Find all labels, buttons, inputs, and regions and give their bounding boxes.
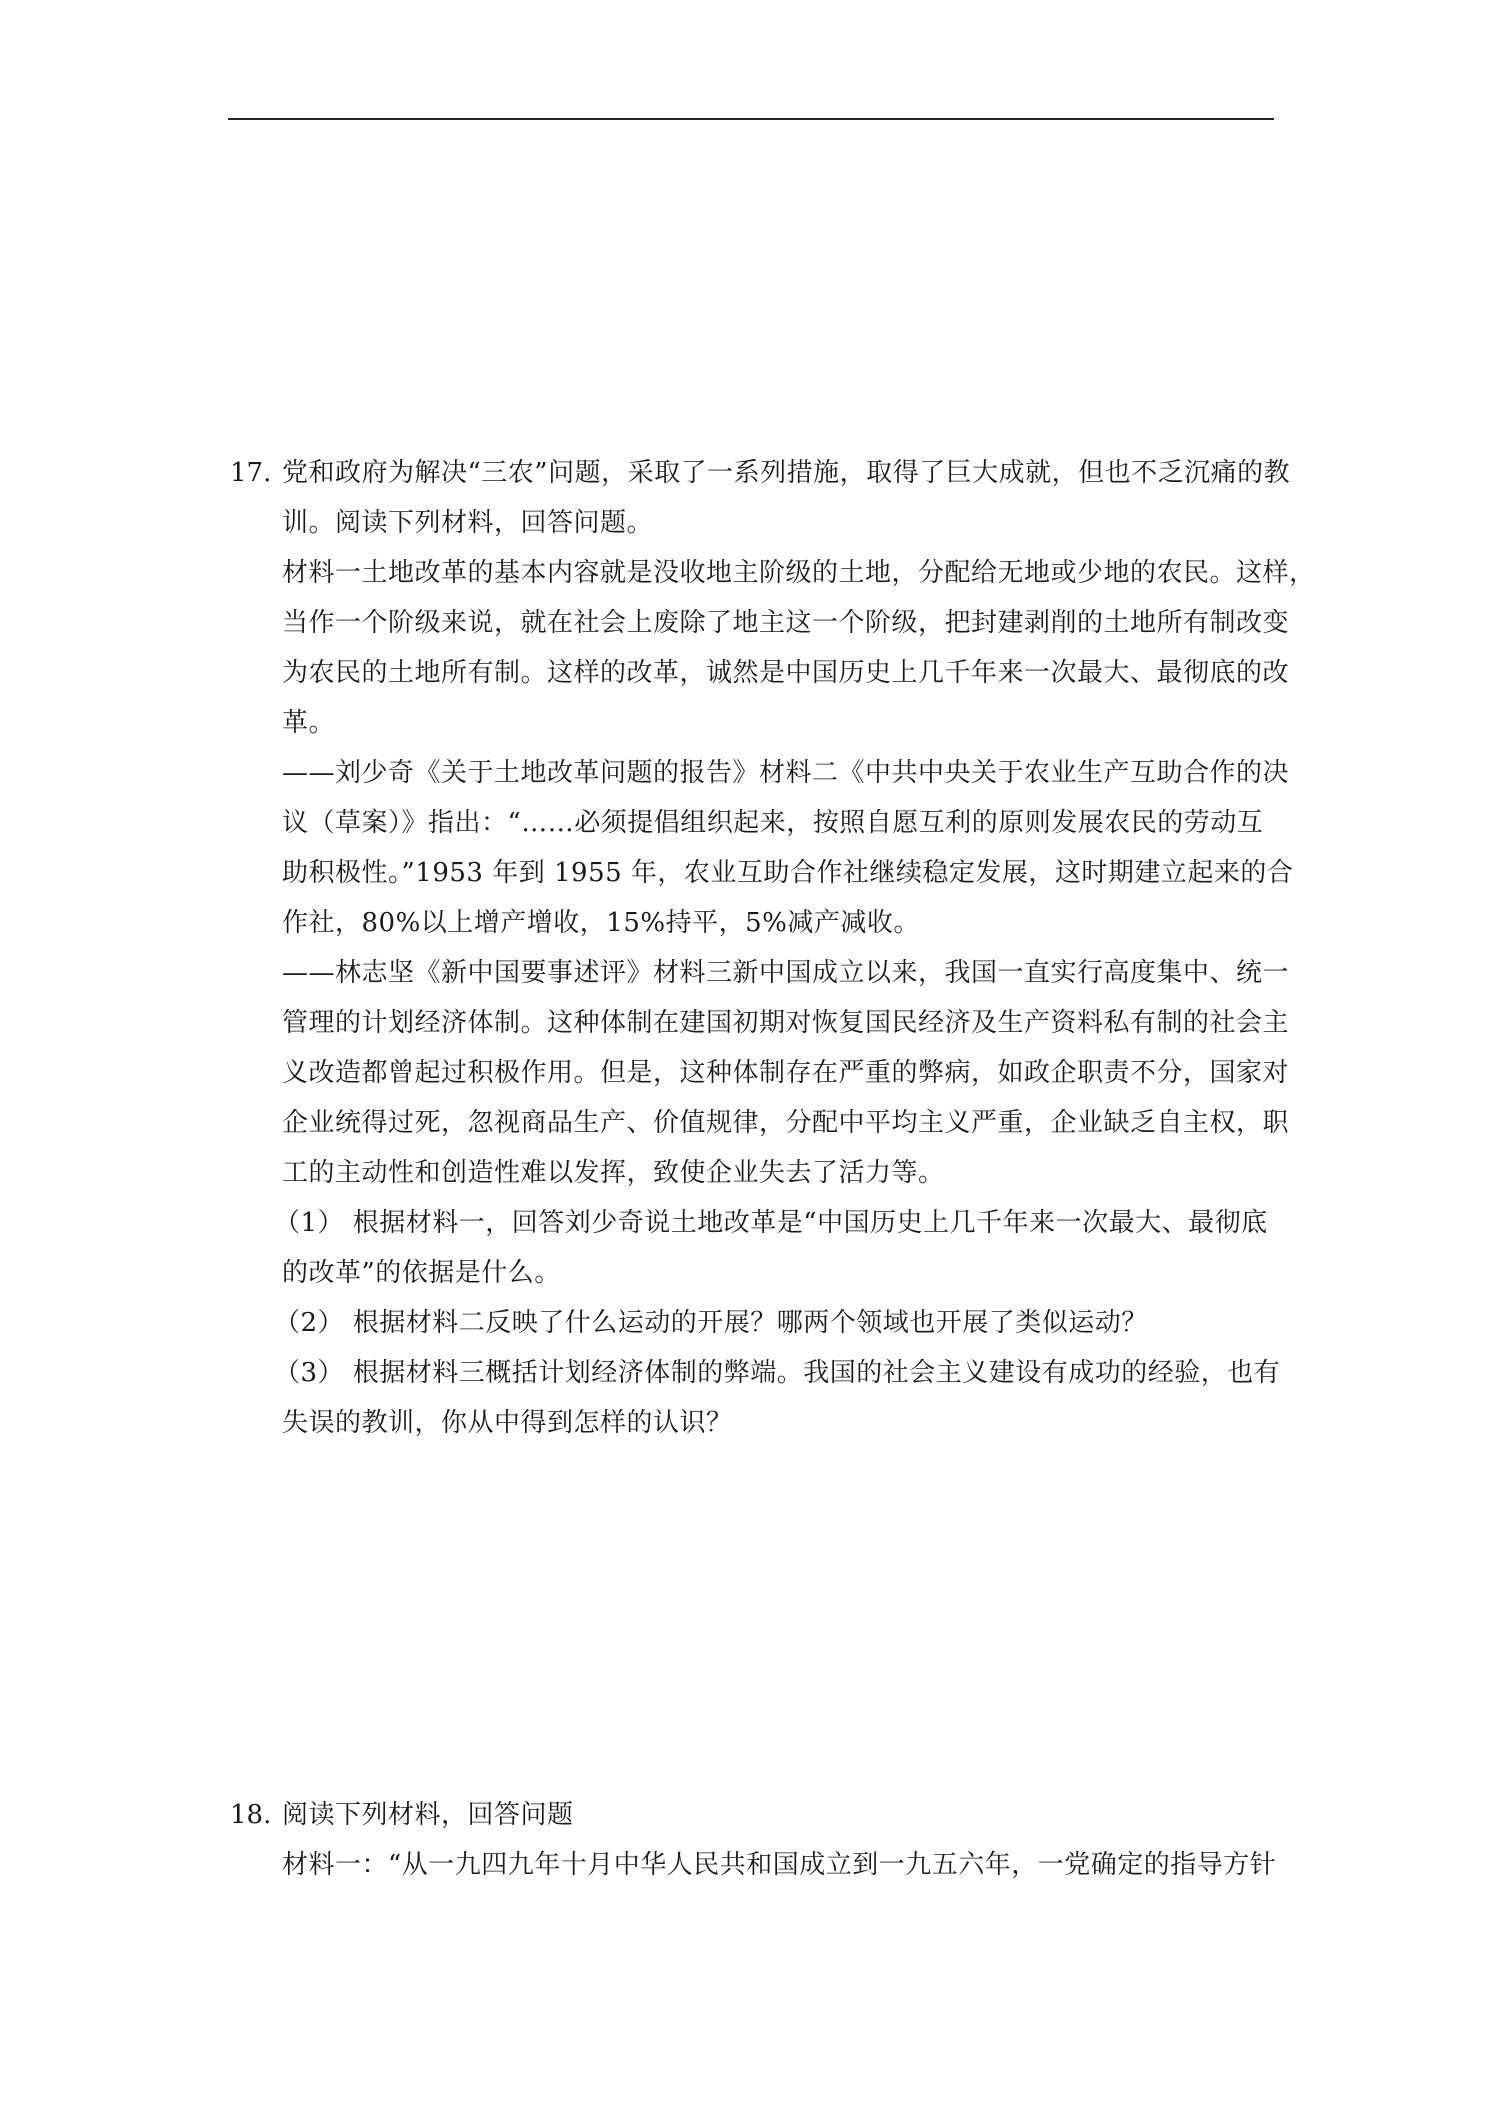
material-1-line: 革。 — [282, 708, 336, 738]
material-3-line: 工的主动性和创造性难以发挥，致使企业失去了活力等。 — [282, 1158, 945, 1188]
question-18-number: 18. — [230, 1800, 272, 1830]
material-3-line: ——林志坚《新中国要事述评》材料三新中国成立以来，我国一直实行高度集中、统一 — [282, 958, 1290, 988]
question-18-material-1: 材料一：“从一九四九年十月中华人民共和国成立到一九五六年，一党确定的指导方针 — [282, 1850, 1277, 1880]
material-3-line: 管理的计划经济体制。这种体制在建国初期对恢复国民经济及生产资料私有制的社会主 — [282, 1008, 1290, 1038]
question-18 — [230, 1790, 1278, 1890]
material-3-line: 义改造都曾起过积极作用。但是，这种体制存在严重的弊病，如政企职责不分，国家对 — [282, 1058, 1290, 1088]
material-1-line: 为农民的土地所有制。这样的改革，诚然是中国历史上几千年来一次最大、最彻底的改 — [282, 658, 1290, 688]
material-1-line: 当作一个阶级来说，就在社会上废除了地主这一个阶级，把封建剥削的土地所有制改变 — [282, 608, 1290, 638]
sub-question-1: （1） 根据材料一，回答刘少奇说土地改革是“中国历史上几千年来一次最大、最彻底 — [274, 1208, 1268, 1238]
material-2-line: 作社，80%以上增产增收，15%持平，5%减产减收。 — [282, 908, 920, 938]
question-17-stem: 党和政府为解决“三农”问题，采取了一系列措施，取得了巨大成就，但也不乏沉痛的教 — [282, 458, 1291, 488]
question-18-line-1 — [230, 1790, 1278, 1840]
sub-question-3: （3） 根据材料三概括计划经济体制的弊端。我国的社会主义建设有成功的经验，也有 — [274, 1358, 1281, 1388]
question-17-line-2: 训。阅读下列材料，回答问题。 — [282, 508, 654, 538]
material-2-line: 助积极性。”1953 年到 1955 年，农业互助合作社继续稳定发展，这时期建立起来的合 — [282, 858, 1294, 888]
material-1-line: 材料一土地改革的基本内容就是没收地主阶级的土地，分配给无地或少地的农民。这样， — [282, 558, 1316, 588]
question-17 — [230, 448, 1316, 1448]
material-3-line: 企业统得过死，忽视商品生产、价值规律，分配中平均主义严重，企业缺乏自主权，职 — [282, 1108, 1290, 1138]
sub-question-2: （2） 根据材料二反映了什么运动的开展？哪两个领域也开展了类似运动？ — [274, 1308, 1148, 1338]
question-17-number: 17. — [230, 458, 272, 488]
material-2-line: ——刘少奇《关于土地改革问题的报告》材料二《中共中央关于农业生产互助合作的决 — [282, 758, 1290, 788]
sub-question-1-cont: 的改革”的依据是什么。 — [282, 1258, 561, 1288]
header-rule — [228, 118, 1274, 120]
question-17-line-1 — [230, 448, 1291, 498]
question-18-stem: 阅读下列材料，回答问题 — [282, 1800, 574, 1830]
sub-question-3-cont: 失误的教训，你从中得到怎样的认识？ — [282, 1408, 733, 1438]
material-2-line: 议（草案）》指出：“……必须提倡组织起来，按照自愿互利的原则发展农民的劳动互 — [282, 808, 1264, 838]
